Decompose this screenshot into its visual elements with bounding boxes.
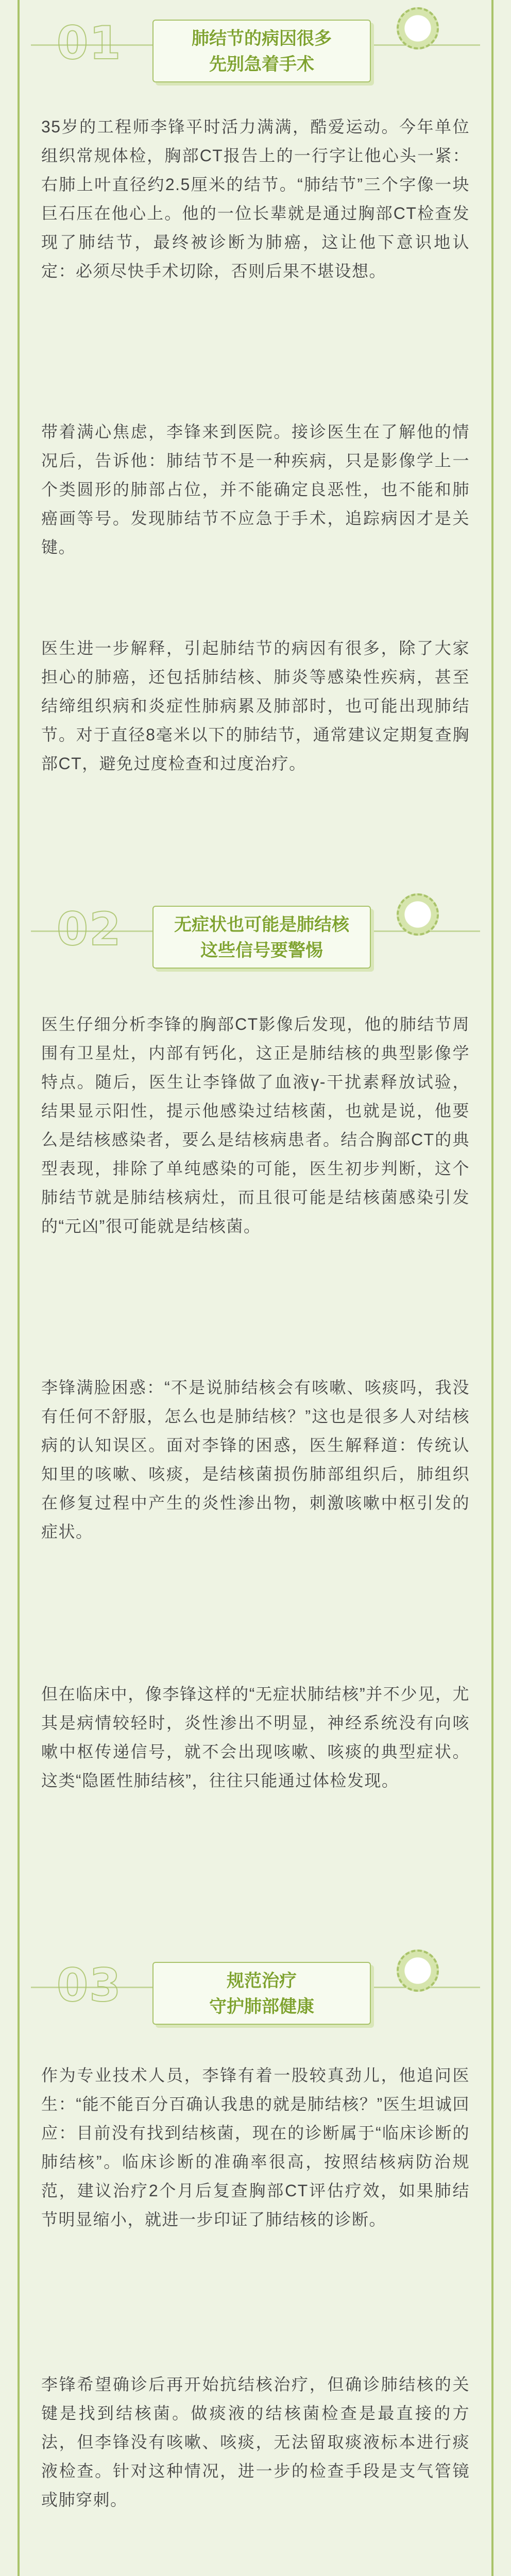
section-2-title-box — [152, 906, 371, 969]
section-3-paragraph-2: 李锋希望确诊后再开始抗结核治疗，但确诊肺结核的关键是找到结核菌。做痰液的结核菌检查是最直接的方法，但李锋没有咳嗽、咳痰，无法留取痰液标本进行痰液检查。针对这种情况，进一步的检查手段是支气管镜或肺穿刺。 — [41, 2375, 470, 2509]
section-1-paragraph-2: 带着满心焦虑，李锋来到医院。接诊医生在了解他的情况后，告诉他：肺结节不是一种疾病，只是影像学上一个类圆形的肺部占位，并不能确定良恶性，也不能和肺癌画等号。发现肺结节不应急于手术，追踪病因才是关键。 — [41, 422, 470, 556]
section-1-title-line2: 先别急着手术 — [209, 55, 314, 74]
section-1-title-box — [152, 20, 371, 82]
section-3-paragraph-1: 作为专业技术人员，李锋有着一股较真劲儿，他追问医生：“能不能百分百确认我患的就是肺结核？”医生坦诚回应：目前没有找到结核菌，现在的诊断属于“临床诊断的肺结核”。临床诊断的准确率很高，按照结核病防治规范，建议治疗2个月后复查胸部CT评估疗效，如果肺结节明显缩小，就进一步印证了肺结核的诊断。 — [41, 2066, 470, 2229]
section-3-title-line1: 规范治疗 — [227, 1971, 297, 1991]
section-3-header — [0, 1942, 511, 2045]
section-1-title-line1: 肺结节的病因很多 — [192, 29, 332, 48]
section-2-header — [0, 886, 511, 989]
section-3-title-box — [152, 1962, 371, 2025]
section-2-title-line1: 无症状也可能是肺结核 — [174, 915, 349, 935]
section-2-title-line2: 这些信号要警惕 — [200, 941, 323, 960]
section-1 — [0, 0, 511, 103]
section-1-paragraph-3: 医生进一步解释，引起肺结节的病因有很多，除了大家担心的肺癌，还包括肺结核、肺炎等感染性疾病，甚至结缔组织病和炎症性肺病累及肺部时，也可能出现肺结节。对于直径8毫米以下的肺结节，通常建议定期复查胸部CT，避免过度检查和过度治疗。 — [41, 639, 470, 773]
decorative-seal-icon — [397, 1950, 439, 1992]
section-2-number: 02 — [57, 903, 122, 956]
section-1-header — [0, 0, 511, 103]
section-2-paragraph-2: 李锋满脸困惑：“不是说肺结核会有咳嗽、咳痰吗，我没有任何不舒服，怎么也是肺结核？”这也是很多人对结核病的认知误区。面对李锋的困惑，医生解释道：传统认知里的咳嗽、咳痰，是结核菌损伤肺部组织后，肺组织在修复过程中产生的炎性渗出物，刺激咳嗽中枢引发的症状。 — [41, 1378, 470, 1541]
section-3-number: 03 — [57, 1959, 122, 2012]
decorative-seal-icon — [397, 7, 439, 49]
section-3 — [0, 1942, 511, 2045]
decorative-seal-icon — [397, 893, 439, 936]
section-2-paragraph-1: 医生仔细分析李锋的胸部CT影像后发现，他的肺结节周围有卫星灶，内部有钙化，这正是肺结核的典型影像学特点。随后，医生让李锋做了血液γ-干扰素释放试验，结果显示阳性，提示他感染过结核菌，也就是说，他要么是结核感染者，要么是结核病患者。结合胸部CT的典型表现，排除了单纯感染的可能，医生初步判断，这个肺结节就是肺结核病灶，而且很可能是结核菌感染引发的“元凶”很可能就是结核菌。 — [41, 1015, 470, 1235]
section-2-paragraph-3: 但在临床中，像李锋这样的“无症状肺结核”并不少见，尤其是病情较轻时，炎性渗出不明显，神经系统没有向咳嗽中枢传递信号，就不会出现咳嗽、咳痰的典型症状。这类“隐匿性肺结核”，往往只能通过体检发现。 — [41, 1685, 470, 1790]
section-1-number: 01 — [57, 16, 122, 70]
section-3-title-line2: 守护肺部健康 — [209, 1997, 314, 2016]
section-1-paragraph-1: 35岁的工程师李锋平时活力满满，酷爱运动。今年单位组织常规体检，胸部CT报告上的一行字让他心头一紧：右肺上叶直径约2.5厘米的结节。“肺结节”三个字像一块巨石压在他心上。他的一位长辈就是通过胸部CT检查发现了肺结节，最终被诊断为肺癌，这让他下意识地认定：必须尽快手术切除，否则后果不堪设想。 — [41, 117, 470, 280]
section-2 — [0, 886, 511, 989]
